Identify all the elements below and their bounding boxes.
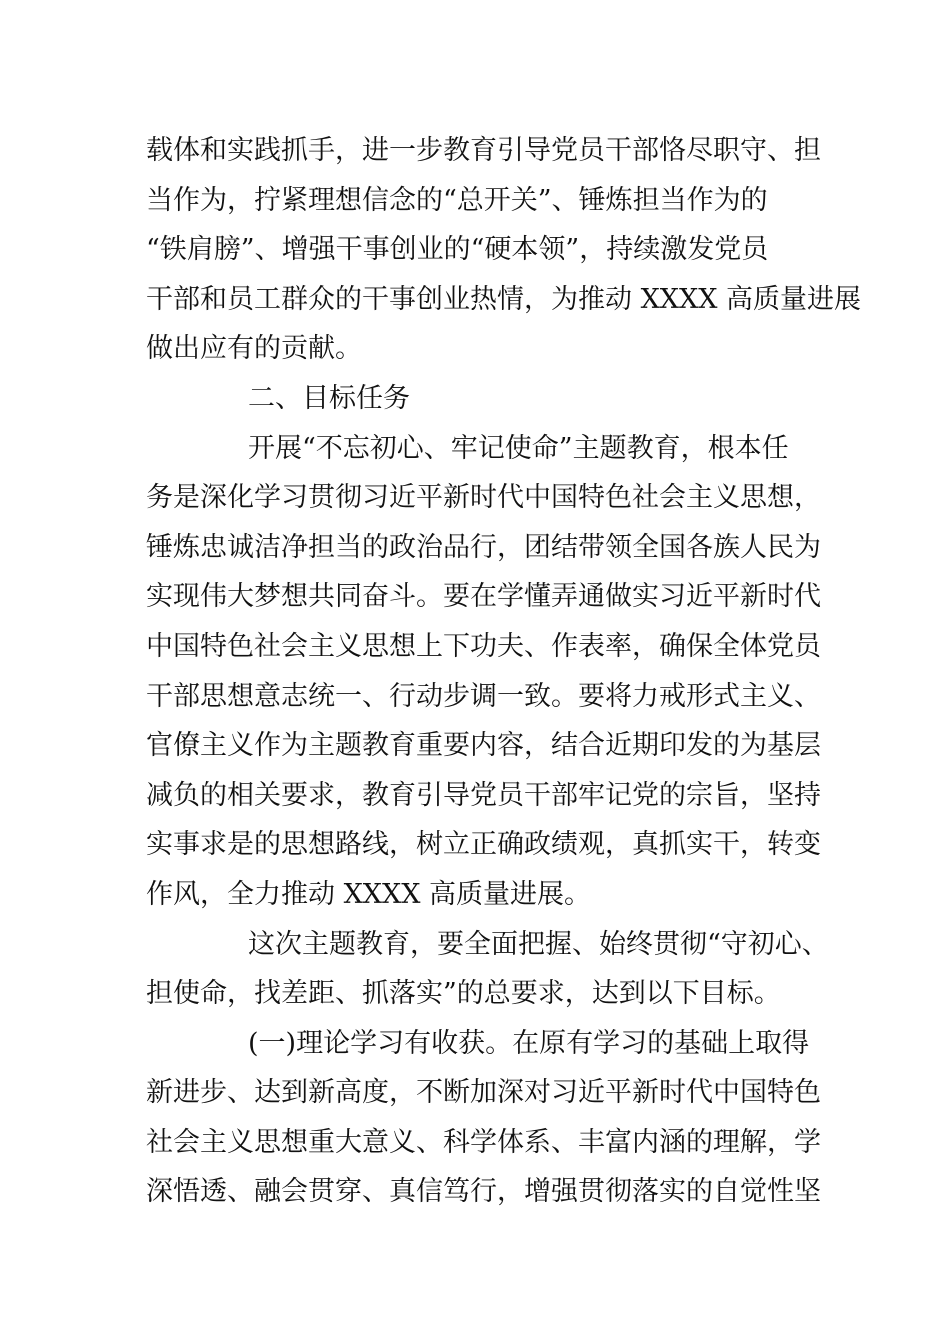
section-heading: 二、目标任务 (248, 382, 410, 414)
paragraph-start-line: 开展“不忘初心、牢记使命”主题教育，根本任 (248, 432, 789, 464)
text-line: 中国特色社会主义思想上下功夫、作表率，确保全体党员 (146, 630, 821, 662)
text-line: 干部思想意志统一、行动步调一致。要将力戒形式主义、 (146, 680, 821, 712)
text-line: 当作为，拧紧理想信念的“总开关”、锤炼担当作为的 (146, 184, 768, 216)
document-body (146, 126, 862, 1217)
text-line: 深悟透、融会贯穿、真信笃行，增强贯彻落实的自觉性坚 (146, 1176, 821, 1208)
text-line: 新进步、达到新高度，不断加深对习近平新时代中国特色 (146, 1077, 821, 1109)
text-line: 社会主义思想重大意义、科学体系、丰富内涵的理解，学 (146, 1126, 821, 1158)
text-line: 实现伟大梦想共同奋斗。要在学懂弄通做实习近平新时代 (146, 581, 821, 613)
text-line: 做出应有的贡献。 (146, 333, 362, 365)
text-line: 实事求是的思想路线，树立正确政绩观，真抓实干，转变 (146, 829, 821, 861)
text-line: 作风，全力推动 XXXX 高质量进展。 (146, 878, 592, 910)
text-line: 锤炼忠诚洁净担当的政治品行，团结带领全国各族人民为 (146, 531, 821, 563)
text-line: 载体和实践抓手，进一步教育引导党员干部恪尽职守、担 (146, 135, 821, 166)
text-line: 官僚主义作为主题教育重要内容，结合近期印发的为基层 (146, 730, 821, 762)
text-line: 担使命，找差距、抓落实”的总要求，达到以下目标。 (146, 978, 781, 1010)
text-line: “铁肩膀”、增强干事创业的“硬本领”，持续激发党员 (146, 234, 769, 266)
paragraph-start-line: 这次主题教育，要全面把握、始终贯彻“守初心、 (248, 928, 829, 960)
text-line: 干部和员工群众的干事创业热情，为推动 XXXX 高质量进展 (146, 283, 862, 315)
paragraph-start-line: (一)理论学习有收获。在原有学习的基础上取得 (248, 1027, 810, 1059)
text-line: 减负的相关要求，教育引导党员干部牢记党的宗旨，坚持 (146, 779, 821, 811)
text-line: 务是深化学习贯彻习近平新时代中国特色社会主义思想， (146, 482, 821, 514)
